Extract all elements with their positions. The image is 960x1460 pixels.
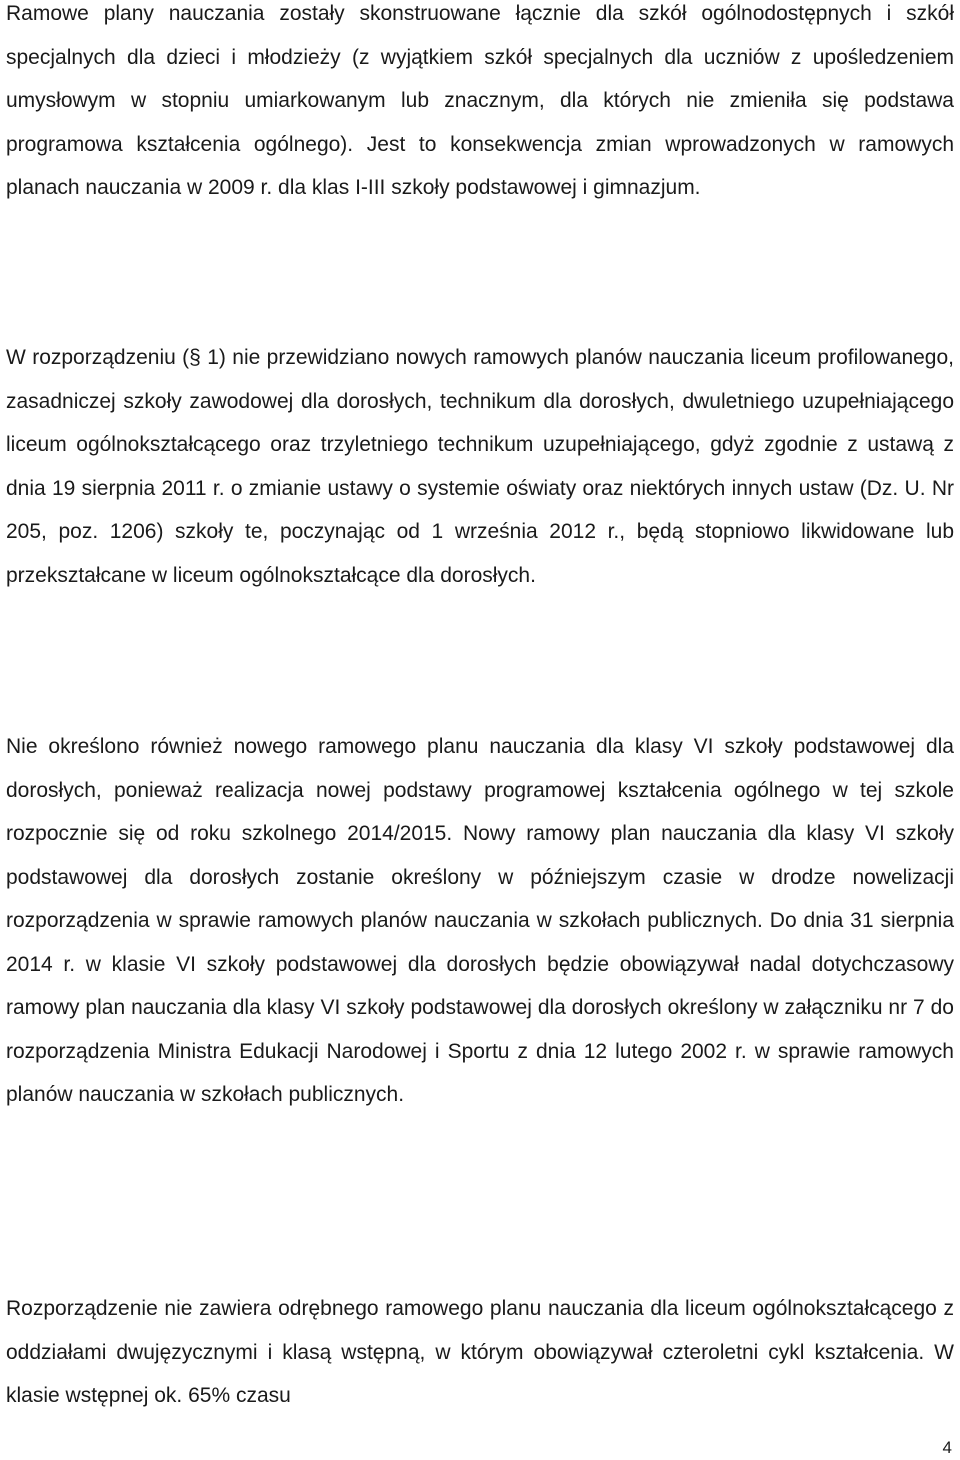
paragraph-no-new-plans: W rozporządzeniu (§ 1) nie przewidziano nowych ramowych planów nauczania liceum profilowanego, zasadniczej szkoły zawodowej dla dorosłych, technikum dla dorosłych, dwuletniego uzupełniającego liceum ogólnokształcącego oraz trzyletniego technikum uzupełniającego, gdyż zgodnie z ustawą z dnia 19 sierpnia 2011 r. o zmianie ustawy o systemie oświaty oraz niektórych innych ustaw (Dz. U. Nr 205, poz. 1206) szkoły te, poczynając od 1 września 2012 r., będą stopniowo likwidowane lub przekształcane w liceum ogólnokształcące dla dorosłych. [6,346,954,587]
paragraph-bilingual-lyceum: Rozporządzenie nie zawiera odrębnego ramowego planu nauczania dla liceum ogólnokształcącego z oddziałami dwujęzycznymi i klasą wstępną, w którym obowiązywał czteroletni cykl kształcenia. W klasie wstępnej ok. 65% czasu [6,1297,954,1407]
paragraph-class-vi-adults: Nie określono również nowego ramowego planu nauczania dla klasy VI szkoły podstawowej dla dorosłych, ponieważ realizacja nowej podstawy programowej kształcenia ogólnego w tej szkole rozpocznie się od roku szkolnego 2014/2015. Nowy ramowy plan nauczania dla klasy VI szkoły podstawowej dla dorosłych zostanie określony w późniejszym czasie w drodze nowelizacji rozporządzenia w sprawie ramowych planów nauczania w szkołach publicznych. Do dnia 31 sierpnia 2014 r. w klasie VI szkoły podstawowej dla dorosłych będzie obowiązywał nadal dotychczasowy ramowy plan nauczania dla klasy VI szkoły podstawowej dla dorosłych określony w załączniku nr 7 do rozporządzenia Ministra Edukacji Narodowej i Sportu z dnia 12 lutego 2002 r. w sprawie ramowych planów nauczania w szkołach publicznych. [6,735,954,1106]
page-number: 4 [942,1438,952,1457]
paragraph-frameworks-scope: Ramowe plany nauczania zostały skonstruowane łącznie dla szkół ogólnodostępnych i szkół specjalnych dla dzieci i młodzieży (z wyjątkiem szkół specjalnych dla uczniów z upośledzeniem umysłowym w stopniu umiarkowanym lub znacznym, dla których nie zmieniła się podstawa programowa kształcenia ogólnego). Jest to konsekwencja zmian wprowadzonych w ramowych planach nauczania w 2009 r. dla klas I-III szkoły podstawowej i gimnazjum. [6,2,954,199]
